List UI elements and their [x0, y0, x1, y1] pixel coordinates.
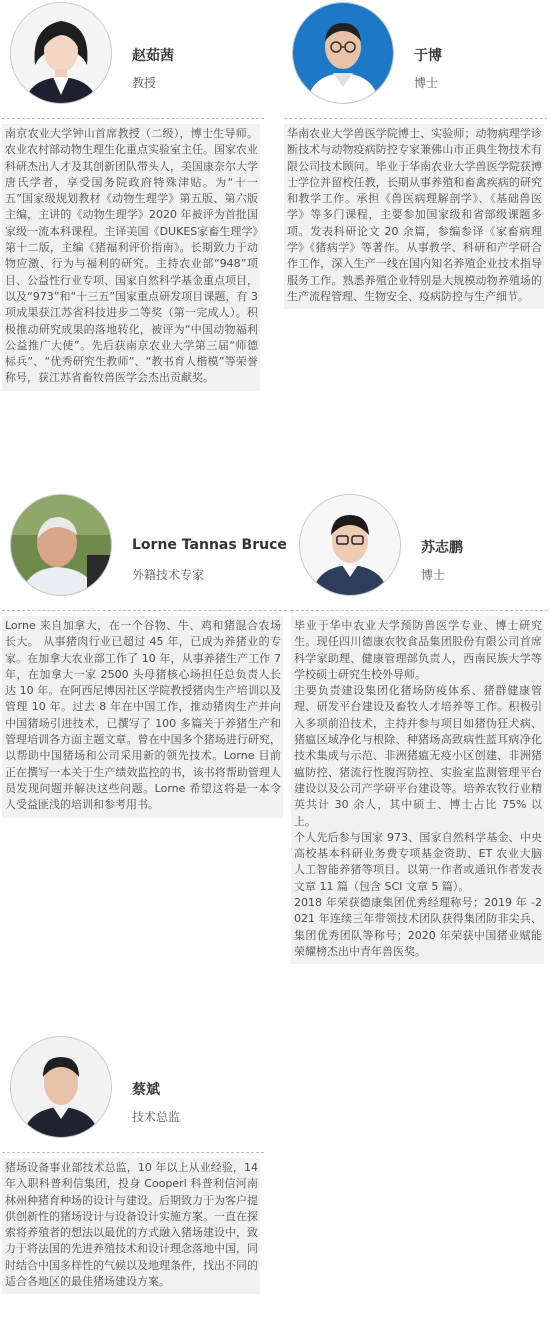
portrait-young-man-glasses-icon — [299, 494, 401, 596]
bio-paragraph: 毕业于华中农业大学预防兽医学专业、博士研究生。现任四川德康农牧食品集团股份有限公司首席科学家助理、健康管理部负责人，西南民族大学等学校硕士研究生校外导师。 — [294, 619, 542, 681]
divider — [2, 118, 264, 119]
profile-title: 博士 — [414, 76, 439, 90]
profile-title: 技术总监 — [132, 1110, 181, 1124]
profile-bio — [284, 124, 544, 309]
portrait-man-glasses-icon — [292, 2, 394, 104]
profile-name: 赵茹茜 — [132, 48, 174, 64]
profile-name: 蔡斌 — [132, 1082, 160, 1098]
profile-bio — [2, 1158, 260, 1294]
profile-bio — [291, 616, 544, 964]
profile-title: 外籍技术专家 — [132, 568, 205, 582]
bio-paragraph: 主要负责建设集团化猪场防疫体系、猪群健康管理、研发平台建设及畜牧人才培养等工作。积极引入多项前沿技术，主持并参与项目如猪伪狂犬病、猪瘟区域净化与根除、种猪场高致病性蓝耳病净化技术集成与示范、非洲猪瘟无疫小区创建、非洲猪瘟防控、猪流行性腹泻防控、实验室监测管理平台建设以及公司产学研平台建设等。培养农牧行业精英共计 30 余人，其中硕士、博士占比 75% 以上。 — [294, 684, 542, 828]
bio-paragraph: 华南农业大学兽医学院博士、实验师；动物病理学诊断技术与动物疫病防控专家兼佛山市正典生物技术有限公司技术顾问。毕业于华南农业大学兽医学院获博士学位并留校任教，长期从事养殖和畜禽疾病的研究和教学工作。承担《兽医病理解剖学》、《基础兽医学》等多门课程，主要参加国家级和省部级课题多项。发表科研论文 20 余篇，参编参译《家畜病理学》《猪病学》等著作。从事教学、科研和产学研合作工作，深入生产一线在国内知名养殖企业技术指导服务工作。熟悉养殖企业特别是大规模动物养殖场的生产流程管理、生物安全、疫病防控与生产细节。 — [287, 127, 542, 303]
bio-paragraph: 2018 年荣获德康集团优秀经理称号；2019 年 -2021 年连续三年带领技术团队获得集团防非尖兵、集团优秀团队等称号；2020 年荣获中国猪业赋能荣耀榜杰出中青年兽医奖。 — [294, 896, 542, 958]
portrait-woman-icon — [10, 2, 112, 104]
profile-title: 教授 — [132, 76, 157, 90]
divider — [291, 610, 548, 611]
bio-paragraph: 南京农业大学钟山首席教授（二级），博士生导师。农业农村部动物生理生化重点实验室主任。国家农业科研杰出人才及其创新团队带头人，美国康奈尔大学唐氏学者，享受国务院政府特殊津贴。为“十一五”国家级规划教材《动物生理学》第五版、第六版主编，主讲的《动物生理学》2020 年被评为首批国家级一流本科课程。主译美国《DUKES家畜生理学》第十二版，主编《猪福利评价指南》。长期致力于动物应激、行为与福利的研究。主持农业部“948”项目、公益性行业专项、国家自然科学基金重点项目，以及“973”和“十三五”国家重点研发项目课题，有 3 项成果获江苏省科技进步二等奖（第一完成人）。积极推动研究成果的落地转化，被评为“中国动物福利公益推广大使”。先后获南京农业大学第三届“师德标兵”、“优秀研究生教师”、“教书育人楷模”等荣誉称号，获江苏省畜牧兽医学会杰出贡献奖。 — [5, 127, 258, 385]
divider — [2, 610, 287, 611]
divider — [2, 1152, 264, 1153]
bio-paragraph: Lorne 来自加拿大，在一个谷物、牛、鸡和猪混合农场长大。 从事猪肉行业已超过 45 年，已成为养猪业的专家。在加拿大农业部工作了 10 年，从事养猪生产工作 7 年，在加拿大一家 2500 头母猪核心场担任总负责人长达 10 年。在阿西尼博因社区学院教授猪肉生产培训以及管理 10 年。过去 8 年在中国工作，推动猪肉生产并向中国猪场引进技术，已撰写了 100 多篇关于养猪生产和管理培训各方面主题文章。曾在中国多个猪场进行研究，以帮助中国猪场和公司采用新的领先技术。Lorne 目前正在撰写一本关于生产绩效监控的书，该书将帮助管理人员发现问题并解决这些问题。Lorne 希望这将是一本令人受益匪浅的培训和参考用书。 — [5, 619, 281, 812]
profile-title: 博士 — [421, 568, 446, 582]
profile-name: Lorne Tannas Bruce — [132, 537, 287, 553]
bio-paragraph: 个人先后参与国家 973、国家自然科学基金、中央高校基本科研业务费专项基金资助、ET 农业大脑人工智能养猪等项目。以第一作者或通讯作者发表文章 11 篇（包含 SCI 文章 5 篇）。 — [294, 830, 542, 893]
profile-bio — [2, 616, 283, 818]
portrait-senior-man-icon — [10, 494, 112, 596]
profile-name: 苏志鹏 — [421, 540, 463, 556]
profile-bio — [2, 124, 260, 391]
divider — [284, 118, 548, 119]
profile-name: 于博 — [414, 48, 442, 64]
bio-paragraph: 猪场设备事业部技术总监，10 年以上从业经验，14 年入职科普利信集团，投身 Cooperl 科普利信河南林州种猪育种场的设计与建设。后期致力于为客户提供创新性的猪场设计与设备设计实施方案。一直在探索将养殖者的想法以最优的方式融入猪场建设中，致力于将法国的先进养殖技术和设计理念落地中国，同时结合中国多样性的气候以及地理条件，找出不同的适合各地区的最佳猪场建设方案。 — [5, 1161, 258, 1289]
portrait-man-icon — [10, 1036, 112, 1138]
